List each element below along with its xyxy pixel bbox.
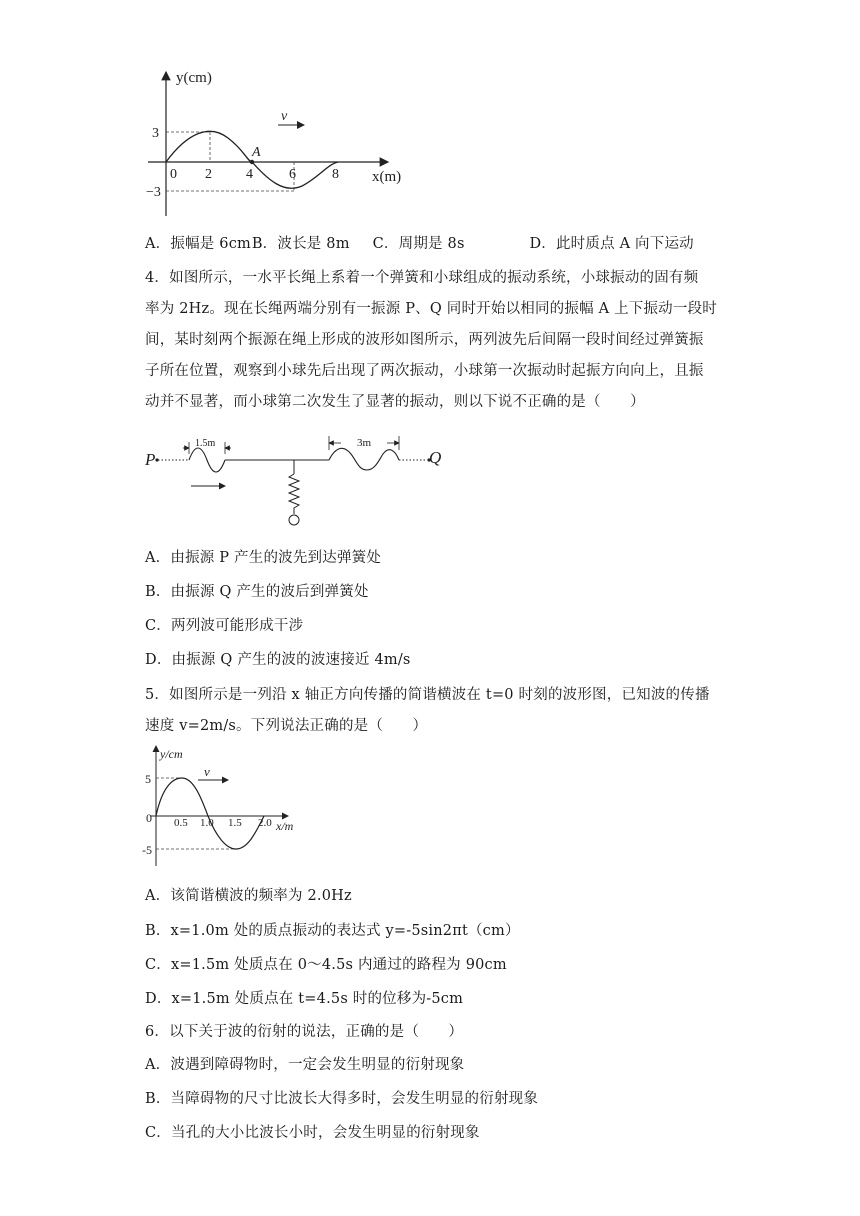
tick-x-2-0: 2.0 <box>258 817 272 829</box>
tick-x-1-5: 1.5 <box>228 817 242 829</box>
velocity-label: v <box>204 764 210 779</box>
q5-option-a[interactable]: A．该简谐横波的频率为 2.0Hz <box>145 888 352 904</box>
q4-option-b[interactable]: B．由振源 Q 产生的波后到弹簧处 <box>145 584 369 600</box>
y-axis-label: y/cm <box>160 747 183 761</box>
point-a-label: A <box>252 145 261 160</box>
q4-text-line-5: 动并不显著，而小球第二次发生了显著的振动，则以下说不正确的是（ ） <box>145 394 645 410</box>
figure-wave-2 <box>140 744 310 870</box>
figure-wave-1 <box>148 68 408 218</box>
q5-text-line-2: 速度 v=2m/s。下列说法正确的是（ ） <box>145 718 428 734</box>
tick-y-5: 5 <box>145 772 151 786</box>
q4-text-line-4: 子所在位置，观察到小球先后出现了两次振动，小球第一次振动时起振方向向上，且振 <box>145 363 704 379</box>
q-label: Q <box>429 448 442 467</box>
q5-option-d[interactable]: D．x=1.5m 处质点在 t=4.5s 时的位移为-5cm <box>145 991 464 1007</box>
q4-option-d[interactable]: D．由振源 Q 产生的波的波速接近 4m/s <box>145 652 411 668</box>
rope-diagram <box>145 432 455 532</box>
tick-x-1-0: 1.0 <box>200 817 214 829</box>
wave-curve <box>156 778 264 849</box>
q4-text-line-2: 率为 2Hz。现在长绳两端分别有一振源 P、Q 同时开始以相同的振幅 A 上下振动一段时 <box>145 301 717 317</box>
left-wavelength-label: 1.5m <box>195 438 216 449</box>
spring <box>289 474 299 514</box>
tick-y-neg5: -5 <box>142 843 152 857</box>
q4-option-c[interactable]: C．两列波可能形成干涉 <box>145 618 304 634</box>
p-label: P <box>145 450 156 469</box>
q4-text-line-3: 间，某时刻两个振源在绳上形成的波形如图所示，两列波先后间隔一段时间经过弹簧振 <box>145 332 704 348</box>
x-axis-label: x(m) <box>372 169 402 185</box>
q6-option-c[interactable]: C．当孔的大小比波长小时，会发生明显的衍射现象 <box>145 1125 480 1141</box>
ball <box>289 515 299 525</box>
q3-option-b[interactable]: B．波长是 8m <box>251 236 350 252</box>
tick-x-0-5: 0.5 <box>174 817 188 829</box>
x-axis-label: x/m <box>276 819 294 833</box>
tick-y-neg3: −3 <box>146 185 161 200</box>
tick-origin: 0 <box>170 167 177 182</box>
velocity-label: v <box>281 109 288 124</box>
wave-graph-2 <box>140 744 310 870</box>
q5-option-c[interactable]: C．x=1.5m 处质点在 0～4.5s 内通过的路程为 90cm <box>145 957 507 973</box>
q4-option-a[interactable]: A．由振源 P 产生的波先到达弹簧处 <box>145 550 382 566</box>
wave-graph-1 <box>148 68 408 218</box>
tick-x-2: 2 <box>205 167 212 182</box>
q3-options <box>145 232 694 253</box>
tick-origin: 0 <box>146 811 152 825</box>
q6-option-b[interactable]: B．当障碍物的尺寸比波长大得多时，会发生明显的衍射现象 <box>145 1091 539 1107</box>
q6-option-a[interactable]: A．波遇到障碍物时，一定会发生明显的衍射现象 <box>145 1057 465 1073</box>
tick-x-4: 4 <box>246 167 253 182</box>
q5-option-b[interactable]: B．x=1.0m 处的质点振动的表达式 y=-5sin2πt（cm） <box>145 923 520 939</box>
q3-option-d[interactable]: D．此时质点 A 向下运动 <box>529 236 694 252</box>
y-axis-label: y(cm) <box>176 70 212 86</box>
q3-option-c[interactable]: C．周期是 8s <box>372 236 465 252</box>
q4-text-line-1: 4．如图所示，一水平长绳上系着一个弹簧和小球组成的振动系统，小球振动的固有频 <box>145 270 699 286</box>
q6-text-line-1: 6．以下关于波的衍射的说法，正确的是（ ） <box>145 1024 464 1040</box>
tick-y-3: 3 <box>152 126 159 141</box>
right-wavelength-label: 3m <box>357 437 372 449</box>
tick-x-6: 6 <box>289 167 296 182</box>
tick-x-8: 8 <box>332 167 339 182</box>
point-a <box>250 160 254 164</box>
q3-option-a[interactable]: A．振幅是 6cm <box>145 236 251 252</box>
q5-text-line-1: 5．如图所示是一列沿 x 轴正方向传播的简谐横波在 t=0 时刻的波形图，已知波的传播 <box>145 687 710 703</box>
figure-rope <box>145 432 455 532</box>
